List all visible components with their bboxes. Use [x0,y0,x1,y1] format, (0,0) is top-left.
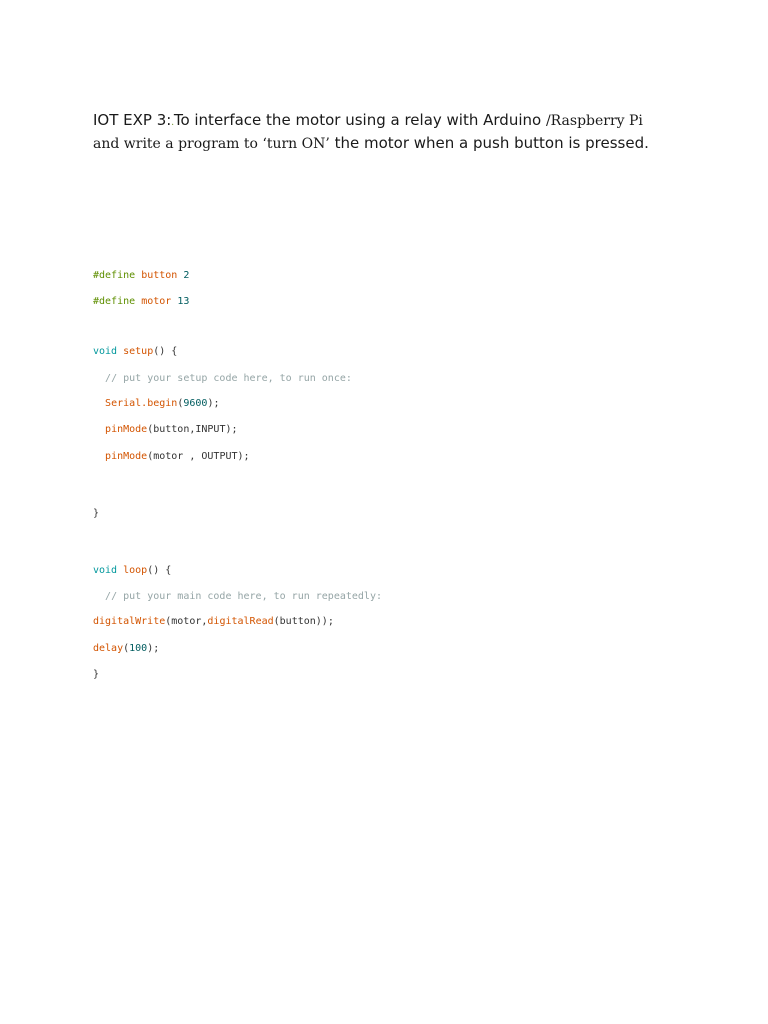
code-line-setup-comment [93,372,352,386]
code-token: (motor , OUTPUT); [147,451,250,462]
code-line-serial-begin [93,397,219,411]
code-line-pinmode-motor [93,450,250,464]
code-token: setup [123,346,154,357]
code-token: () { [153,346,178,357]
code-line-digitalwrite [93,615,334,629]
code-token: begin [147,398,178,409]
code-token: #define [93,296,136,307]
title-part-4: and write a program to ‘turn ON’ [93,136,330,152]
code-token: ( [177,398,184,409]
title-part-2: To interface the motor using a relay with Arduino [173,111,546,129]
code-token: digitalWrite [93,616,166,627]
code-token: button [141,270,178,281]
code-token: digitalRead [207,616,274,627]
code-token: pinMode [105,424,148,435]
code-token: loop [123,565,148,576]
code-token: pinMode [105,451,148,462]
code-token: void [93,565,118,576]
code-token: motor [141,296,172,307]
code-token: Serial [105,398,142,409]
code-line-loop-close [93,668,99,682]
code-line-define-button [93,269,189,283]
code-token: // put your main code here, to run repeatedly: [105,591,382,602]
title-part-1: IOT EXP 3: [93,111,172,129]
code-token: 2 [183,270,190,281]
code-line-setup-close [93,507,99,521]
code-token: 9600 [183,398,208,409]
code-token: 13 [177,296,190,307]
code-line-loop-comment [93,590,382,604]
code-token: // put your setup code here, to run once: [105,373,352,384]
code-token: 100 [129,643,148,654]
code-line-setup [93,345,177,359]
code-token: . [141,398,148,409]
code-token: delay [93,643,124,654]
title-part-5: the motor when a push button is pressed. [329,134,649,152]
title-dot: . [171,117,174,128]
code-token: (button,INPUT); [147,424,238,435]
code-token: void [93,346,118,357]
code-token: (button)); [273,616,334,627]
code-token: ); [207,398,220,409]
code-token: #define [93,270,136,281]
page-title [93,110,693,154]
code-token: } [93,669,100,680]
code-token: ); [147,643,160,654]
code-token: (motor, [165,616,208,627]
code-token: } [93,508,100,519]
code-line-loop [93,564,171,578]
code-token: ( [123,643,130,654]
code-line-delay [93,642,159,656]
code-line-define-motor [93,295,189,309]
code-line-pinmode-button [93,423,238,437]
title-part-3: /Raspberry Pi [545,113,643,129]
code-token: () { [147,565,172,576]
